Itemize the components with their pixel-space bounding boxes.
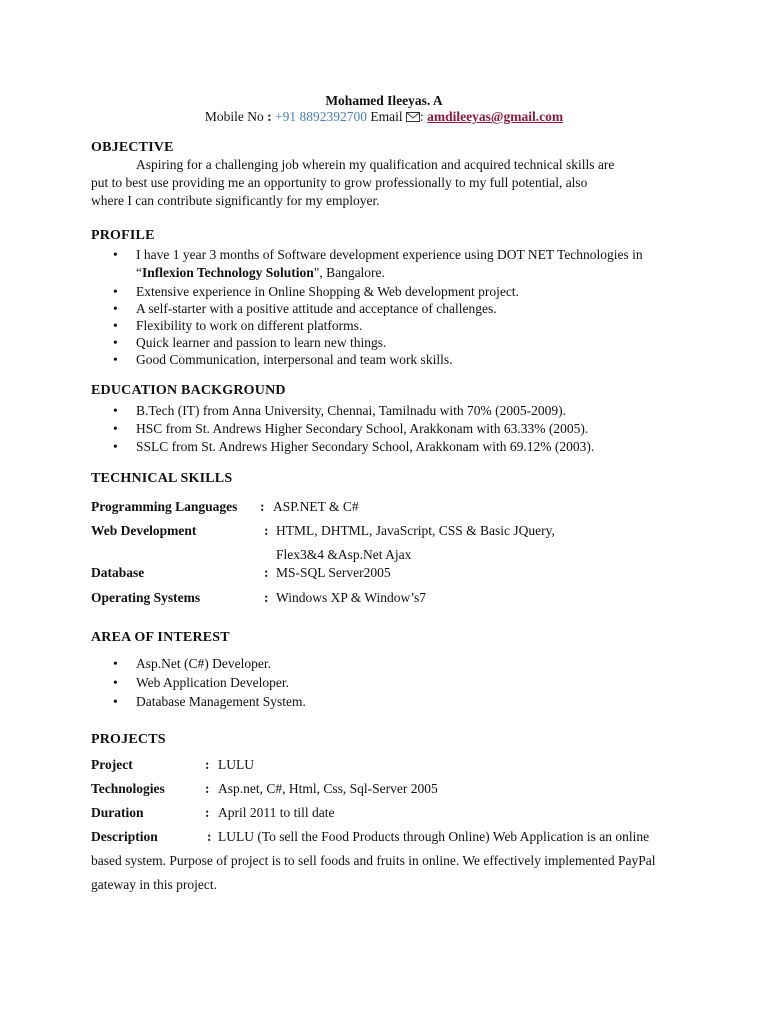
- bullet-icon: •: [113, 439, 118, 454]
- projects-heading: PROJECTS: [91, 732, 166, 747]
- email-link[interactable]: amdileeyas@gmail.com: [427, 109, 564, 124]
- skill-label-database: Database: [91, 565, 145, 580]
- skill-label-programming: Programming Languages: [91, 499, 238, 514]
- skill-value-web: HTML, DHTML, JavaScript, CSS & Basic JQuery,: [276, 523, 555, 538]
- objective-text: [91, 156, 691, 210]
- mobile-sep: :: [263, 109, 276, 124]
- profile-item-2: Extensive experience in Online Shopping & Web development project.: [136, 284, 519, 299]
- bullet-icon: •: [113, 421, 118, 436]
- profile-item-1-line-1: I have 1 year 3 months of Software development experience using DOT NET Technologies in: [136, 247, 643, 262]
- skill-colon: :: [264, 590, 269, 605]
- bullet-icon: •: [113, 403, 118, 418]
- technologies-colon: :: [205, 781, 210, 796]
- bullet-icon: •: [113, 247, 118, 262]
- contact-line: [0, 108, 768, 126]
- bullet-icon: •: [113, 301, 118, 316]
- education-item-3: SSLC from St. Andrews Higher Secondary School, Arakkonam with 69.12% (2003).: [136, 439, 595, 454]
- bullet-icon: •: [113, 694, 118, 709]
- profile-item-4: Flexibility to work on different platforms.: [136, 318, 363, 333]
- duration-value: April 2011 to till date: [218, 805, 335, 820]
- company-name: Inflexion Technology Solution: [142, 265, 314, 280]
- mobile-prefix: +91: [275, 109, 297, 124]
- email-colon: :: [420, 109, 424, 124]
- bullet-icon: •: [113, 675, 118, 690]
- profile-item-1-line-2: “Inflexion Technology Solution", Bangalore.: [136, 265, 385, 280]
- project-colon: :: [205, 757, 210, 772]
- skill-label-os: Operating Systems: [91, 590, 201, 605]
- skill-value-web-line-2: Flex3&4 &Asp.Net Ajax: [276, 547, 412, 562]
- project-value: LULU: [218, 757, 254, 772]
- objective-line-3: where I can contribute significantly for my employer.: [91, 193, 380, 208]
- technical-skills-heading: TECHNICAL SKILLS: [91, 471, 233, 486]
- bullet-icon: •: [113, 284, 118, 299]
- profile-item-3: A self-starter with a positive attitude and acceptance of challenges.: [136, 301, 497, 316]
- profile-item-5: Quick learner and passion to learn new things.: [136, 335, 387, 350]
- skill-label-web: Web Development: [91, 523, 197, 538]
- description-line-3: gateway in this project.: [91, 877, 217, 892]
- bullet-icon: •: [113, 335, 118, 350]
- objective-line-2: put to best use providing me an opportunity to grow professionally to my full potential, also: [91, 175, 588, 190]
- education-item-2: HSC from St. Andrews Higher Secondary School, Arakkonam with 63.33% (2005).: [136, 421, 589, 436]
- objective-heading: OBJECTIVE: [91, 140, 174, 155]
- description-line-2: based system. Purpose of project is to sell foods and fruits in online. We effectively implemented PayPal: [91, 853, 656, 868]
- technologies-value: Asp.net, C#, Html, Css, Sql-Server 2005: [218, 781, 438, 796]
- mobile-label: Mobile No: [204, 109, 264, 124]
- email-label: Email: [370, 109, 403, 124]
- technologies-label: Technologies: [91, 781, 165, 796]
- skill-colon: :: [260, 499, 265, 514]
- skill-value-database: MS-SQL Server2005: [276, 565, 391, 580]
- project-label: Project: [91, 757, 133, 772]
- bullet-icon: •: [113, 656, 118, 671]
- duration-label: Duration: [91, 805, 144, 820]
- description-label: Description: [91, 829, 158, 844]
- profile-heading: PROFILE: [91, 228, 155, 243]
- interest-item-3: Database Management System.: [136, 694, 306, 709]
- skill-value-programming: ASP.NET & C#: [273, 499, 359, 514]
- mobile-number[interactable]: 8892392700: [299, 109, 368, 124]
- education-heading: EDUCATION BACKGROUND: [91, 383, 286, 398]
- area-of-interest-heading: AREA OF INTEREST: [91, 630, 230, 645]
- objective-line-1: Aspiring for a challenging job wherein my qualification and acquired technical skills are: [136, 157, 615, 172]
- description-colon: :: [207, 829, 212, 844]
- education-item-1: B.Tech (IT) from Anna University, Chennai, Tamilnadu with 70% (2005-2009).: [136, 403, 567, 418]
- profile-item-6: Good Communication, interpersonal and team work skills.: [136, 352, 453, 367]
- skill-colon: :: [264, 523, 269, 538]
- description-value: LULU (To sell the Food Products through Online) Web Application is an online: [218, 829, 650, 844]
- skill-colon: :: [264, 565, 269, 580]
- duration-colon: :: [205, 805, 210, 820]
- bullet-icon: •: [113, 318, 118, 333]
- interest-item-2: Web Application Developer.: [136, 675, 289, 690]
- envelope-icon: [406, 112, 420, 122]
- candidate-name: Mohamed Ileeyas. A: [325, 93, 443, 108]
- skill-value-os: Windows XP & Window’s7: [276, 590, 427, 605]
- bullet-icon: •: [113, 352, 118, 367]
- interest-item-1: Asp.Net (C#) Developer.: [136, 656, 271, 671]
